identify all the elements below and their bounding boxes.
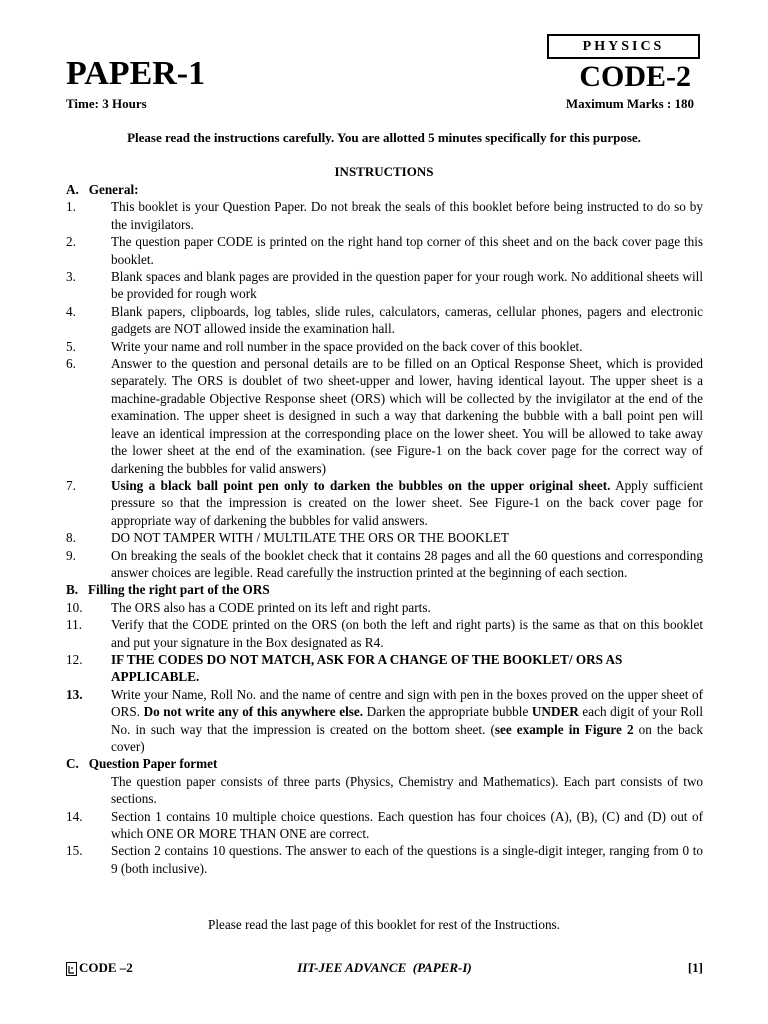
section-c-heading: C. Question Paper formet (66, 756, 218, 772)
item-text: Blank spaces and blank pages are provided in the question paper for your rough work. No additional sheets will be provided for rough work (111, 269, 703, 302)
code-title: CODE-2 (579, 60, 691, 93)
item-number: 5. (66, 338, 76, 354)
item-number: 4. (66, 303, 76, 319)
instruction-item (66, 198, 703, 233)
item-text: Blank papers, clipboards, log tables, slide rules, calculators, cameras, cellular phones, pagers and electronic gadgets are NOT allowed inside the examination hall. (111, 303, 703, 337)
item-number: 2. (66, 234, 76, 250)
instruction-item (66, 842, 703, 877)
instruction-item (66, 355, 703, 477)
instruction-item (66, 268, 703, 303)
instruction-item (66, 477, 703, 529)
instruction-item (66, 616, 703, 651)
item-text (111, 686, 703, 756)
item-text: Verify that the CODE printed on the ORS (on both the left and right parts) is the same as that on this booklet and put your signature in the Box designated as R4. (111, 617, 703, 650)
instruction-item (66, 686, 703, 756)
item-number: 6. (66, 356, 76, 372)
item-text: Section 1 contains 10 multiple choice questions. Each question has four choices (A), (B), (C) and (D) out of which ONE OR MORE THAN ONE are correct. (111, 808, 703, 842)
closing-note: Please read the last page of this booklet for rest of the Instructions. (208, 917, 560, 932)
item-text (111, 477, 703, 529)
item-text-part: Write your Name, Roll No. and the name of centre and sign with pen in the boxes proved on the upper sheet of ORS. (111, 686, 703, 720)
item-number: 10. (66, 599, 83, 615)
item-number: 12. (66, 651, 83, 667)
item-text-part: Darken the appropriate bubble (363, 704, 532, 720)
instruction-item (66, 233, 703, 268)
item-text: Answer to the question and personal details are to be filled on an Optical Response Sheet, which is provided separately. The ORS is doublet of two sheet-upper and lower, having identical layout. The upper sheet is a machine-gradable Objective Response sheet (ORS) which will be collected by the invigilator at the end of the examination. The upper sheet is designed in such a way that darkening the bubble with a ball point pen will leave an identical impression at the corresponding place on the lower sheet. You will be allowed to take away the lower sheet at the end of the examination. (see Figure-1 on the back cover page for the correct way of darkening the bubbles for valid answers) (111, 356, 703, 476)
footer-code: CODE –2 (79, 960, 133, 975)
item-number: 3. (66, 269, 76, 285)
item-bold-text: see example in Figure 2 (494, 721, 634, 737)
page-footer (66, 960, 703, 980)
instructions-body (66, 181, 703, 877)
instruction-item (66, 338, 703, 355)
item-number: 1. (66, 199, 76, 215)
item-number: 11. (66, 617, 82, 633)
instructions-heading: INSTRUCTIONS (334, 164, 434, 179)
item-bold-text: Using a black ball point pen only to darken the bubbles on the upper original sheet. (111, 477, 611, 493)
item-rest-text: Apply sufficient pressure so that the impression is created on the lower sheet. See Figure-1 on the back cover page for appropriate way of darkening the bubbles for valid answers. (111, 477, 703, 528)
paper-title: PAPER-1 (66, 55, 206, 92)
instruction-item (66, 773, 703, 808)
item-number: 7. (66, 477, 76, 493)
instruction-item (66, 529, 703, 546)
instruction-item (66, 599, 703, 616)
item-text-part: each digit of your Roll No. in such way that the impression is created on the bottom sheet. ( (111, 704, 704, 737)
item-number: 14. (66, 808, 83, 824)
item-number: 15. (66, 843, 83, 859)
instruction-item (66, 651, 703, 686)
time-label: Time: 3 Hours (66, 96, 147, 111)
item-number: 9. (66, 547, 76, 563)
item-number: 8. (66, 530, 76, 546)
item-text: The ORS also has a CODE printed on its left and right parts. (111, 599, 431, 615)
notice-text: Please read the instructions carefully. You are allotted 5 minutes specifically for this purpose. (127, 130, 641, 145)
item-text: DO NOT TAMPER WITH / MULTILATE THE ORS OR THE BOOKLET (111, 530, 509, 546)
max-marks-label: Maximum Marks : 180 (565, 96, 694, 111)
section-b-heading: B. Filling the right part of the ORS (66, 582, 270, 598)
item-bold-text: UNDER (531, 704, 579, 720)
item-text-part: on the back cover) (111, 721, 703, 754)
item-text: Write your name and roll number in the space provided on the back cover of this booklet. (111, 338, 583, 354)
subject-label: PHYSICS (547, 34, 700, 59)
item-text: The question paper CODE is printed on the right hand top corner of this sheet and on the back cover page this booklet. (111, 234, 703, 267)
item-text: This booklet is your Question Paper. Do not break the seals of this booklet before being instructed to do so by the invigilators. (111, 199, 703, 232)
item-number-blank (66, 773, 111, 808)
item-bold-text: Do not write any of this anywhere else. (143, 704, 364, 720)
section-a-heading: A. General: (66, 182, 139, 197)
item-text: IF THE CODES DO NOT MATCH, ASK FOR A CHANGE OF THE BOOKLET/ ORS AS APPLICABLE. (111, 651, 623, 685)
page-number: [1] (687, 960, 703, 975)
item-text: The question paper consists of three parts (Physics, Chemistry and Mathematics). Each part consists of two sections. (111, 773, 703, 807)
item-text: On breaking the seals of the booklet check that it contains 28 pages and all the 60 questions and corresponding answer choices are legible. Read carefully the instruction printed at the beginning of each section. (111, 547, 703, 580)
item-text: Section 2 contains 10 questions. The answer to each of the questions is a single-digit integer, ranging from 0 to 9 (both inclusive). (111, 843, 703, 876)
instruction-item (66, 303, 703, 338)
instruction-item (66, 808, 703, 843)
instruction-item (66, 547, 703, 582)
item-number: 13. (66, 686, 83, 702)
footer-title: IIT-JEE ADVANCE (PAPER-I) (297, 960, 472, 975)
